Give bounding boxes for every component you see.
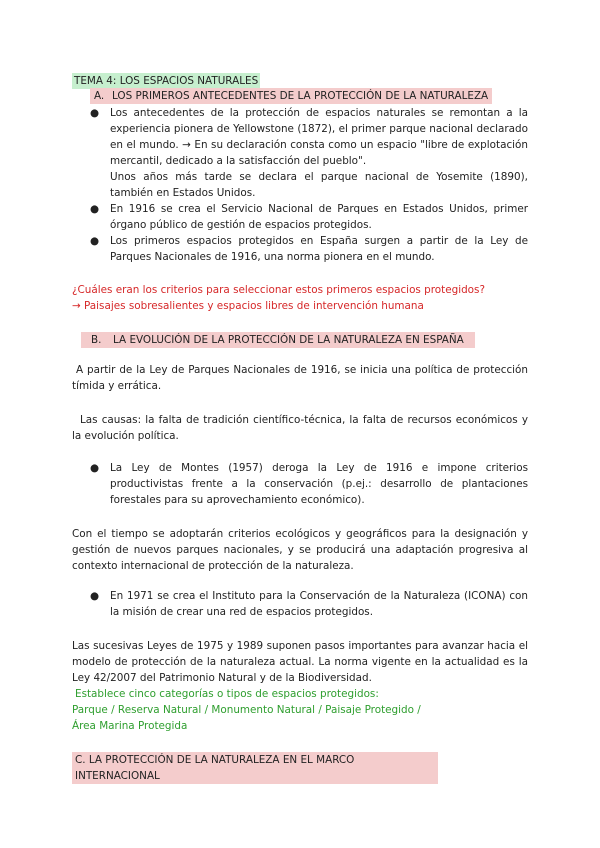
bullet-text: En 1971 se crea el Instituto para la Conservación de la Naturaleza (ICONA) con la misión de crear una red de espacios protegidos. xyxy=(110,590,528,618)
bullet-dot: ● xyxy=(90,203,100,215)
answer-text: → Paisajes sobresalientes y espacios libres de intervención humana xyxy=(72,300,424,312)
bullet-text: Los primeros espacios protegidos en España surgen a partir de la Ley de Parques Nacionales de 1916, una norma pionera en el mundo. xyxy=(110,235,528,263)
green-line-area-marina: Área Marina Protegida xyxy=(72,720,188,732)
section-b-title: LA EVOLUCIÓN DE LA PROTECCIÓN DE LA NATURALEZA EN ESPAÑA xyxy=(113,334,464,346)
bullet-text: En 1916 se crea el Servicio Nacional de Parques en Estados Unidos, primer órgano público de gestión de espacios protegidos. xyxy=(110,203,528,231)
bullet-ley-montes xyxy=(90,460,528,508)
bullet-extra-text: Unos años más tarde se declara el parque nacional de Yosemite (1890), también en Estados Unidos. xyxy=(110,171,528,199)
bullet-servicio-parques xyxy=(90,201,528,233)
bullet-dot: ● xyxy=(90,590,100,602)
bullet-text: Los antecedentes de la protección de espacios naturales se remontan a la experiencia pionera de Yellowstone (1872), el primer parque nacional declarado en el mundo. → En su declaración consta como un espacio "libre de explotación mercantil, dedicado a la satisfacción del pueblo". xyxy=(110,107,528,167)
paragraph-criterios: Con el tiempo se adoptarán criterios ecológicos y geográficos para la designación y gestión de nuevos parques nacionales, y se producirá una adaptación progresiva al contexto internacional de protección de la naturaleza. xyxy=(72,528,528,572)
bullet-dot: ● xyxy=(90,107,100,119)
green-line-list: Parque / Reserva Natural / Monumento Natural / Paisaje Protegido / xyxy=(72,704,421,716)
bullet-espana xyxy=(90,233,528,265)
section-c-heading: C. LA PROTECCIÓN DE LA NATURALEZA EN EL MARCO INTERNACIONAL xyxy=(72,752,438,784)
section-b-letter: B. xyxy=(91,334,102,346)
bullet-yellowstone xyxy=(90,105,528,201)
paragraph-leyes: Las sucesivas Leyes de 1975 y 1989 suponen pasos importantes para avanzar hacia el modelo de protección de la naturaleza actual. La norma vigente en la actualidad es la Ley 42/2007 del Patrimonio Natural y de la Biodiversidad. xyxy=(72,640,528,684)
section-a-title: LOS PRIMEROS ANTECEDENTES DE LA PROTECCIÓN DE LA NATURALEZA xyxy=(112,90,489,102)
green-line-categories: Establece cinco categorías o tipos de espacios protegidos: xyxy=(75,688,379,700)
section-a-heading xyxy=(90,88,492,104)
question-text: ¿Cuáles eran los criterios para seleccionar estos primeros espacios protegidos? xyxy=(72,284,485,296)
bullet-dot: ● xyxy=(90,462,100,474)
paragraph-ley-1916: A partir de la Ley de Parques Nacionales de 1916, se inicia una política de protección tímida y errática. xyxy=(72,364,528,392)
section-a-letter: A. xyxy=(94,90,105,102)
document-title: TEMA 4: LOS ESPACIOS NATURALES xyxy=(74,75,259,87)
bullet-text: La Ley de Montes (1957) deroga la Ley de 1916 e impone criterios productivistas frente a la conservación (p.ej.: desarrollo de plantaciones forestales para su aprovechamiento económico). xyxy=(110,462,528,506)
bullet-dot: ● xyxy=(90,235,100,247)
bullet-icona xyxy=(90,588,528,620)
paragraph-causas: Las causas: la falta de tradición científico-técnica, la falta de recursos económicos y la evolución política. xyxy=(72,414,528,442)
section-b-heading xyxy=(81,332,475,348)
